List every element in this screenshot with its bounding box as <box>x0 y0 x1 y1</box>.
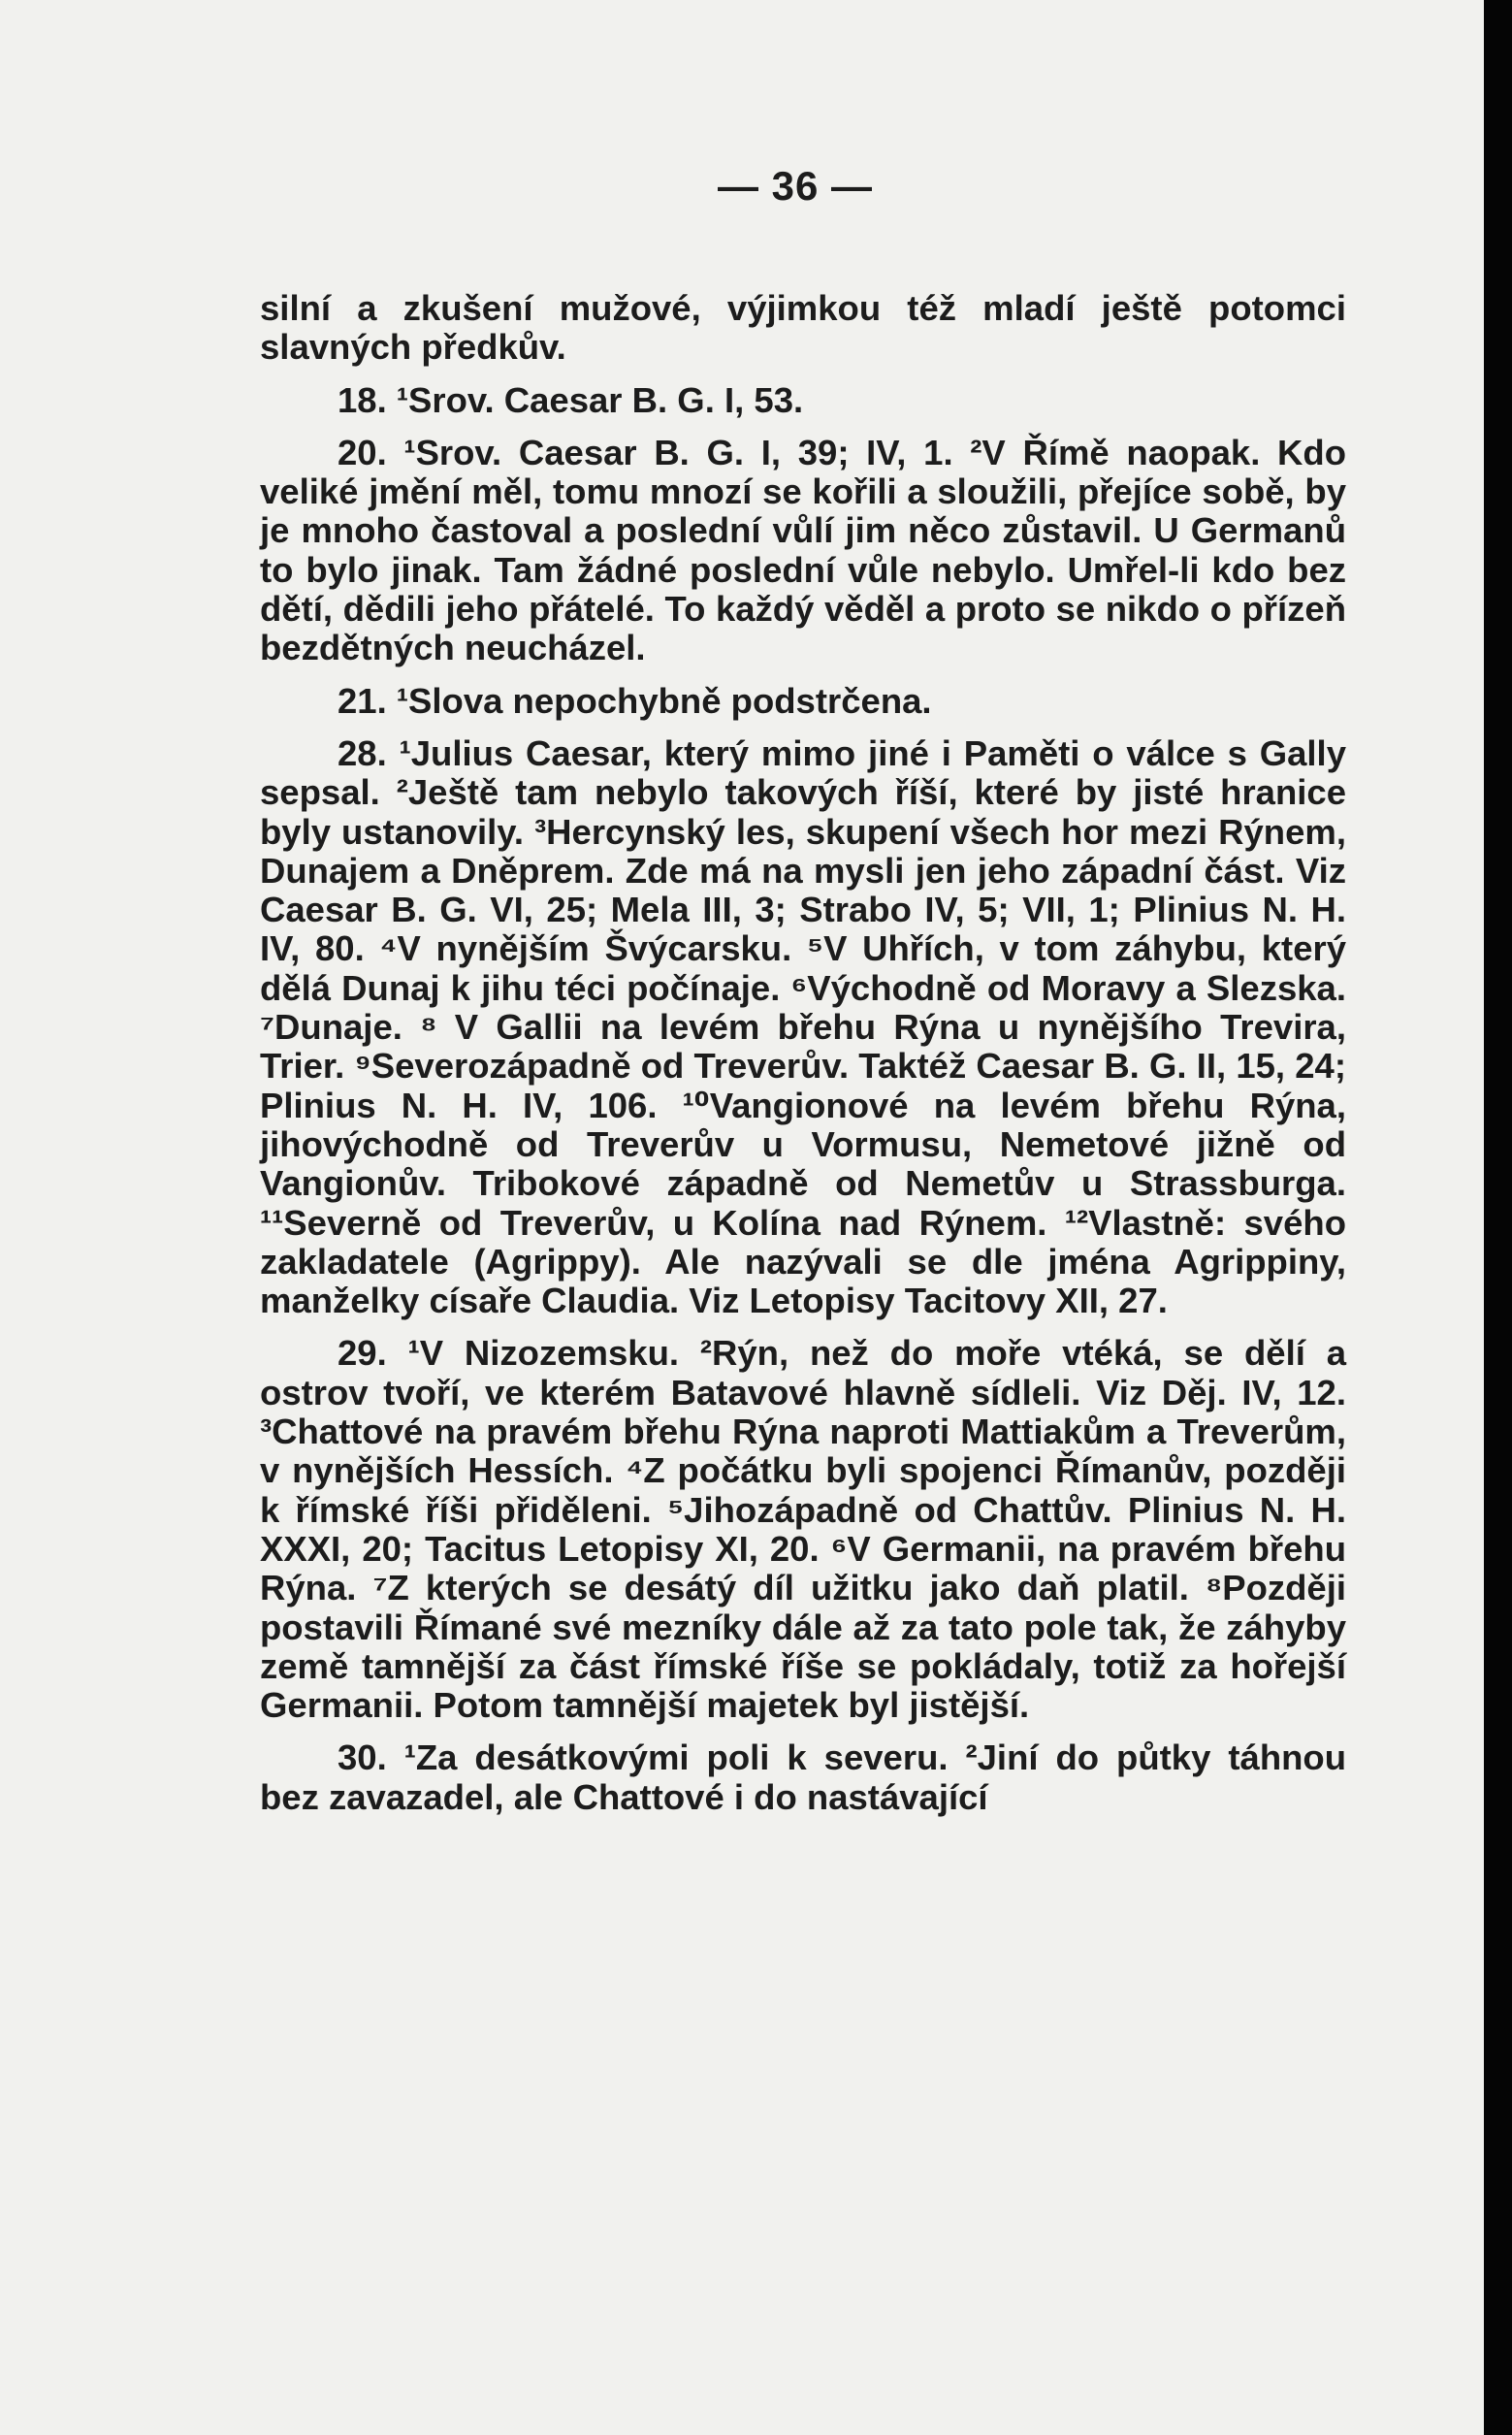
note-18: 18. ¹Srov. Caesar B. G. I, 53. <box>338 379 804 420</box>
note-30: 30. ¹Za desátkovými poli k severu. ²Jiní do půtky táhnou bez zavazadel, ale Chattové i do nastávající <box>260 1737 1346 1817</box>
paragraph-continuation: silní a zkušení mužové, výjimkou též mladí ještě potomci slavných předkův. <box>260 288 1346 368</box>
page-number: — 36 — <box>717 163 874 209</box>
note-20: 20. ¹Srov. Caesar B. G. I, 39; IV, 1. ²V Římě naopak. Kdo veliké jmění měl, tomu mnozí se kořili a sloužili, přejíce sobě, by je mnoho častoval a poslední vůlí jim něco zůstavil. U Germanů to bylo jinak. Tam žádné poslední vůle nebylo. Umřel-li kdo bez dětí, dědili jeho přátelé. To každý věděl a proto se nikdo o přízeň bezdětných neucházel. <box>260 432 1346 668</box>
note-21: 21. ¹Slova nepochybně podstrčena. <box>338 680 932 721</box>
note-28: 28. ¹Julius Caesar, který mimo jiné i Paměti o válce s Gally sepsal. ²Ještě tam nebylo takových říší, které by jisté hranice byly ustanovily. ³Hercynský les, skupení všech hor mezi Rýnem, Dunajem a Dněprem. Zde má na mysli jen jeho západní část. Viz Caesar B. G. VI, 25; Mela III, 3; Strabo IV, 5; VII, 1; Plinius N. H. IV, 80. ⁴V nynějším Švýcarsku. ⁵V Uhřích, v tom záhybu, který dělá Dunaj k jihu téci počínaje. ⁶Východně od Moravy a Slezska. ⁷Dunaje. ⁸ V Gallii na levém břehu Rýna u nynějšího Trevira, Trier. ⁹Severozápadně od Treverův. Taktéž Caesar B. G. II, 15, 24; Plinius N. H. IV, 106. ¹⁰Vangionové na levém břehu Rýna, jihovýchodně od Treverův u Vormusu, Nemetové jižně od Vangionův. Tribokové západně od Nemetův u Strassburga. ¹¹Severně od Treverův, u Kolína nad Rýnem. ¹²Vlastně: svého zakladatele (Agrippy). Ale nazývali se dle jména Agrippiny, manželky císaře Claudia. Viz Letopisy Tacitovy XII, 27. <box>260 732 1346 1321</box>
footnote-text <box>260 289 1346 1817</box>
scan-edge <box>1484 0 1512 2435</box>
note-29: 29. ¹V Nizozemsku. ²Rýn, než do moře vtéká, se dělí a ostrov tvoří, ve kterém Batavové hlavně sídleli. Viz Děj. IV, 12. ³Chattové na pravém břehu Rýna naproti Mattiakům a Treverům, v nynějších Hessích. ⁴Z počátku byli spojenci Římanův, později k římské říši přiděleni. ⁵Jihozápadně od Chattův. Plinius N. H. XXXI, 20; Tacitus Letopisy XI, 20. ⁶V Germanii, na pravém břehu Rýna. ⁷Z kterých se desátý díl užitku jako daň platil. ⁸Později postavili Římané své mezníky dále až za tato pole tak, že záhyby země tamnější za část římské říše se pokládaly, totiž za hořejší Germanii. Potom tamnější majetek byl jistější. <box>260 1333 1346 1726</box>
